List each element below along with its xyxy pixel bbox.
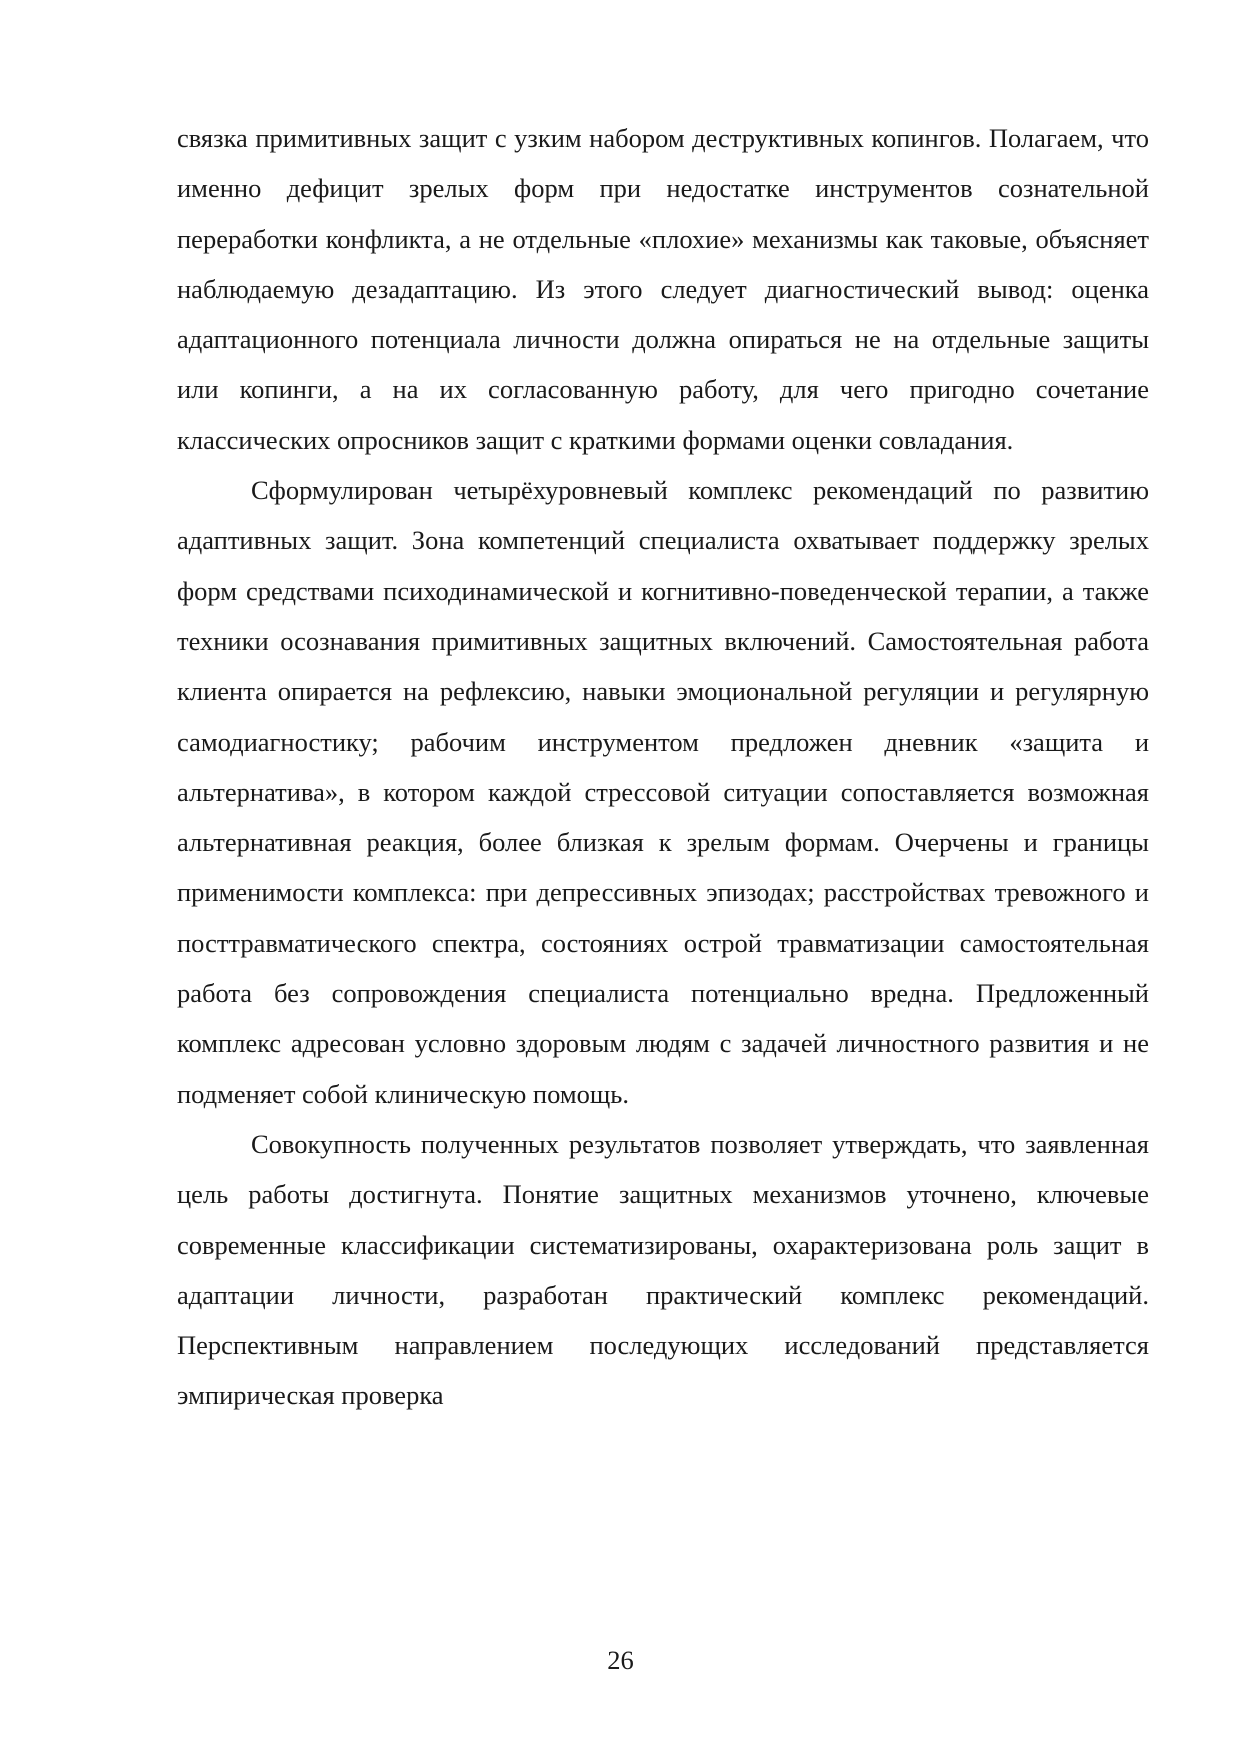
page-number: 26 [607,1645,634,1675]
body-text [177,113,1149,1421]
paragraph-2: Сформулирован четырёхуровневый комплекс рекомендаций по развитию адаптивных защит. Зона компетенций специалиста охватывает поддержку зрелых форм средствами психодинамической и когнитивно-поведенческой терапии, а также техники осознавания примитивных защитных включений. Самостоятельная работа клиента опирается на рефлексию, навыки эмоциональной регуляции и регулярную самодиагностику; рабочим инструментом предложен дневник «защита и альтернатива», в котором каждой стрессовой ситуации сопоставляется возможная альтернативная реакция, более близкая к зрелым формам. Очерчены и границы применимости комплекса: при депрессивных эпизодах; расстройствах тревожного и посттравматического спектра, состояниях острой травматизации самостоятельная работа без сопровождения специалиста потенциально вредна. Предложенный комплекс адресован условно здоровым людям с задачей личностного развития и не подменяет собой клиническую помощь. [177,475,1149,1109]
paragraph-1: связка примитивных защит с узким набором деструктивных копингов. Полагаем, что именно дефицит зрелых форм при недостатке инструментов сознательной переработки конфликта, а не отдельные «плохие» механизмы как таковые, объясняет наблюдаемую дезадаптацию. Из этого следует диагностический вывод: оценка адаптационного потенциала личности должна опираться не на отдельные защиты или копинги, а на их согласованную работу, для чего пригодно сочетание классических опросников защит с краткими формами оценки совладания. [177,123,1149,455]
paragraph-3: Совокупность полученных результатов позволяет утверждать, что заявленная цель работы достигнута. Понятие защитных механизмов уточнено, ключевые современные классификации систематизированы, охарактеризована роль защит в адаптации личности, разработан практический комплекс рекомендаций. Перспективным направлением последующих исследований представляется эмпирическая проверка [177,1128,1149,1411]
